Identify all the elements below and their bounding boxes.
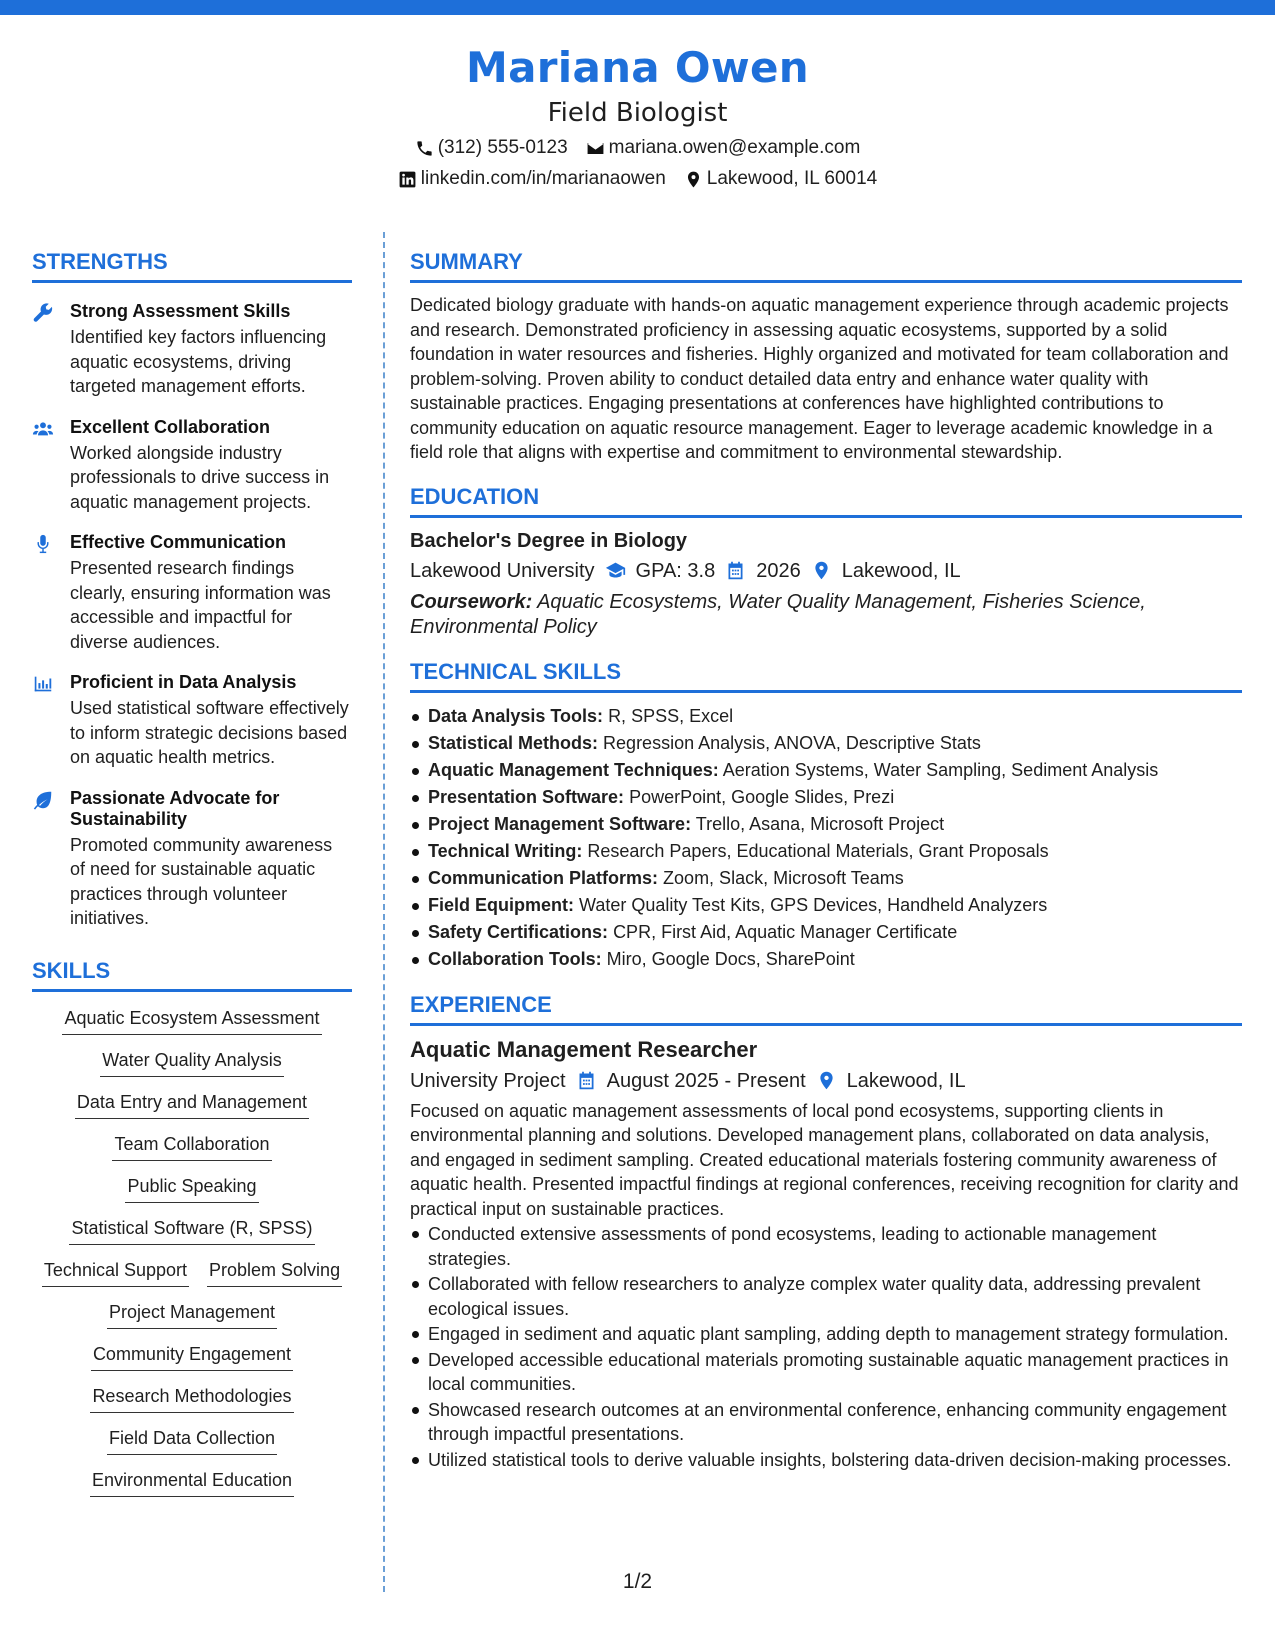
- skill-value: PowerPoint, Google Slides, Prezi: [629, 786, 895, 807]
- experience-bullets: [410, 1222, 1242, 1472]
- degree-title: Bachelor's Degree in Biology: [410, 529, 688, 552]
- chart-icon: [32, 673, 54, 695]
- linkedin-contact[interactable]: [398, 165, 666, 193]
- right-column: [410, 248, 1242, 1472]
- skill-value: Miro, Google Docs, SharePoint: [606, 948, 855, 969]
- phone-contact[interactable]: [415, 134, 568, 162]
- skill-value: Zoom, Slack, Microsoft Teams: [663, 867, 904, 888]
- skill-tag: Community Engagement: [91, 1342, 293, 1371]
- summary-heading: SUMMARY: [410, 248, 1242, 283]
- skills-heading: SKILLS: [32, 957, 352, 992]
- skill-label: Communication Platforms:: [428, 867, 659, 888]
- location-contact: [684, 165, 877, 193]
- list-item: Conducted extensive assessments of pond ecosystems, leading to actionable management strategies.: [410, 1222, 1242, 1271]
- list-item: Utilized statistical tools to derive valuable insights, bolstering data-driven decision-making processes.: [410, 1448, 1242, 1473]
- list-item: Developed accessible educational materials promoting sustainable aquatic management practices in local communities.: [410, 1348, 1242, 1397]
- skill-tag: Field Data Collection: [107, 1426, 277, 1455]
- experience-description: Focused on aquatic management assessments of local pond ecosystems, supporting clients in environmental planning and solutions. Developed management plans, collaborated on data analysis, and engaged in sediment sampling. Created educational materials fostering community awareness of aquatic health. Presented impactful findings at regional conferences, receiving recognition for clarity and practical input on sustainable practices.: [410, 1100, 1239, 1219]
- experience-heading: EXPERIENCE: [410, 991, 1242, 1026]
- skill-value: Water Quality Test Kits, GPS Devices, Handheld Analyzers: [579, 894, 1048, 915]
- map-pin-icon: [816, 1070, 837, 1091]
- education-section: [410, 483, 1242, 640]
- list-item: [410, 703, 1242, 730]
- skill-tag: Environmental Education: [90, 1468, 294, 1497]
- skill-tag: Project Management: [107, 1300, 277, 1329]
- experience-location: Lakewood, IL: [846, 1069, 966, 1092]
- skill-value: R, SPSS, Excel: [608, 705, 734, 726]
- contact-row-1: [0, 134, 1275, 162]
- school-name: Lakewood University: [410, 559, 595, 582]
- microphone-icon: [32, 533, 54, 555]
- education-heading: EDUCATION: [410, 483, 1242, 518]
- experience-dates: August 2025 - Present: [606, 1069, 806, 1092]
- list-item: [410, 865, 1242, 892]
- leaf-icon: [32, 789, 54, 811]
- strength-title: Proficient in Data Analysis: [70, 672, 297, 692]
- strength-item: [32, 301, 352, 399]
- skill-tag: Team Collaboration: [112, 1132, 271, 1161]
- skill-label: Project Management Software:: [428, 813, 692, 834]
- role-title: Aquatic Management Researcher: [410, 1036, 758, 1062]
- linkedin-text: linkedin.com/in/marianaowen: [420, 168, 666, 189]
- skill-tag: Data Entry and Management: [75, 1090, 309, 1119]
- coursework-list: Aquatic Ecosystems, Water Quality Management, Fisheries Science, Environmental Policy: [410, 590, 1146, 638]
- summary-section: [410, 248, 1242, 465]
- top-accent-bar: [0, 0, 1275, 15]
- skill-value: Research Papers, Educational Materials, Grant Proposals: [587, 840, 1049, 861]
- skill-tag: Research Methodologies: [90, 1384, 293, 1413]
- left-column: [32, 248, 352, 1510]
- summary-text: Dedicated biology graduate with hands-on aquatic management experience through academic projects and research. Demonstrated proficiency in assessing aquatic ecosystems, supported by a solid foundation in water resources and fisheries. Highly organized and motivated for team collaboration and problem-solving. Proven ability to conduct detailed data entry and enhance water quality with sustainable practices. Engaging presentations at conferences have highlighted contributions to community education on aquatic resource management. Eager to leverage academic knowledge in a field role that aligns with expertise and commitment to environmental stewardship.: [410, 295, 1229, 462]
- list-item: [410, 892, 1242, 919]
- list-item: [410, 784, 1242, 811]
- skill-label: Statistical Methods:: [428, 732, 599, 753]
- list-item: [410, 757, 1242, 784]
- list-item: [410, 946, 1242, 973]
- map-pin-icon: [684, 170, 703, 189]
- technical-skills-list: [410, 703, 1242, 973]
- education-location: Lakewood, IL: [841, 559, 961, 582]
- experience-meta: [410, 1066, 1242, 1096]
- skill-label: Technical Writing:: [428, 840, 583, 861]
- email-text: mariana.owen@example.com: [608, 137, 861, 158]
- strength-desc: Promoted community awareness of need for sustainable aquatic practices through volunteer initiatives.: [70, 834, 333, 928]
- list-item: [410, 811, 1242, 838]
- strength-desc: Worked alongside industry professionals to drive success in aquatic management projects.: [70, 442, 330, 512]
- coursework: [410, 590, 1242, 640]
- organization-name: University Project: [410, 1069, 566, 1092]
- column-divider: [383, 232, 385, 1592]
- technical-skills-section: [410, 658, 1242, 973]
- skill-label: Collaboration Tools:: [428, 948, 602, 969]
- skill-label: Field Equipment:: [428, 894, 574, 915]
- strength-item: [32, 672, 352, 770]
- location-text: Lakewood, IL 60014: [706, 168, 878, 189]
- experience-section: [410, 991, 1242, 1473]
- skill-label: Data Analysis Tools:: [428, 705, 604, 726]
- map-pin-icon: [811, 560, 832, 581]
- phone-icon: [415, 139, 434, 158]
- gpa-text: GPA: 3.8: [635, 559, 716, 582]
- phone-text: (312) 555-0123: [437, 137, 568, 158]
- skill-tag: Public Speaking: [125, 1174, 258, 1203]
- users-icon: [32, 418, 54, 440]
- page-number: 1/2: [622, 1570, 653, 1593]
- strength-item: [32, 417, 352, 515]
- strength-desc: Used statistical software effectively to inform strategic decisions based on aquatic health metrics.: [70, 698, 349, 767]
- calendar-icon: [725, 560, 746, 581]
- contact-row-2: [0, 165, 1275, 193]
- skill-value: Aeration Systems, Water Sampling, Sediment Analysis: [722, 759, 1159, 780]
- list-item: Showcased research outcomes at an environmental conference, enhancing community engagement through impactful presentations.: [410, 1398, 1242, 1447]
- strength-title: Effective Communication: [70, 532, 287, 552]
- strength-desc: Presented research findings clearly, ensuring information was accessible and impactful for diverse audiences.: [70, 558, 331, 652]
- strength-item: [32, 532, 352, 654]
- skill-label: Presentation Software:: [428, 786, 625, 807]
- email-contact[interactable]: [586, 134, 861, 162]
- skills-list: [32, 1006, 352, 1510]
- list-item: [410, 838, 1242, 865]
- skill-label: Aquatic Management Techniques:: [428, 759, 719, 780]
- technical-skills-heading: TECHNICAL SKILLS: [410, 658, 1242, 693]
- coursework-label: Coursework:: [410, 590, 533, 613]
- skill-value: Regression Analysis, ANOVA, Descriptive Stats: [603, 732, 981, 753]
- linkedin-icon: [398, 170, 417, 189]
- skill-value: Trello, Asana, Microsoft Project: [695, 813, 945, 834]
- skill-tag: Problem Solving: [207, 1258, 342, 1287]
- skill-value: CPR, First Aid, Aquatic Manager Certificate: [613, 921, 958, 942]
- resume-header: [0, 42, 1275, 193]
- strength-desc: Identified key factors influencing aquatic ecosystems, driving targeted management efforts.: [70, 327, 327, 396]
- list-item: [410, 730, 1242, 757]
- graduation-cap-icon: [605, 560, 626, 581]
- strength-item: [32, 788, 352, 931]
- strength-title: Passionate Advocate for Sustainability: [70, 787, 280, 829]
- graduation-year: 2026: [756, 559, 801, 582]
- skill-tag: Water Quality Analysis: [100, 1048, 283, 1077]
- strength-title: Strong Assessment Skills: [70, 301, 291, 321]
- skill-tag: Statistical Software (R, SPSS): [69, 1216, 314, 1245]
- candidate-name: Mariana Owen: [466, 43, 809, 92]
- skill-tag: Aquatic Ecosystem Assessment: [62, 1006, 321, 1035]
- strengths-heading: STRENGTHS: [32, 248, 352, 283]
- wrench-icon: [32, 302, 54, 324]
- list-item: Engaged in sediment and aquatic plant sampling, adding depth to management strategy formulation.: [410, 1322, 1242, 1347]
- education-meta: [410, 556, 1242, 586]
- job-title: Field Biologist: [547, 98, 728, 128]
- strength-title: Excellent Collaboration: [70, 416, 271, 437]
- calendar-icon: [576, 1070, 597, 1091]
- list-item: Collaborated with fellow researchers to analyze complex water quality data, addressing prevalent ecological issues.: [410, 1272, 1242, 1321]
- skill-tag: Technical Support: [42, 1258, 189, 1287]
- envelope-icon: [586, 139, 605, 158]
- list-item: [410, 919, 1242, 946]
- skill-label: Safety Certifications:: [428, 921, 609, 942]
